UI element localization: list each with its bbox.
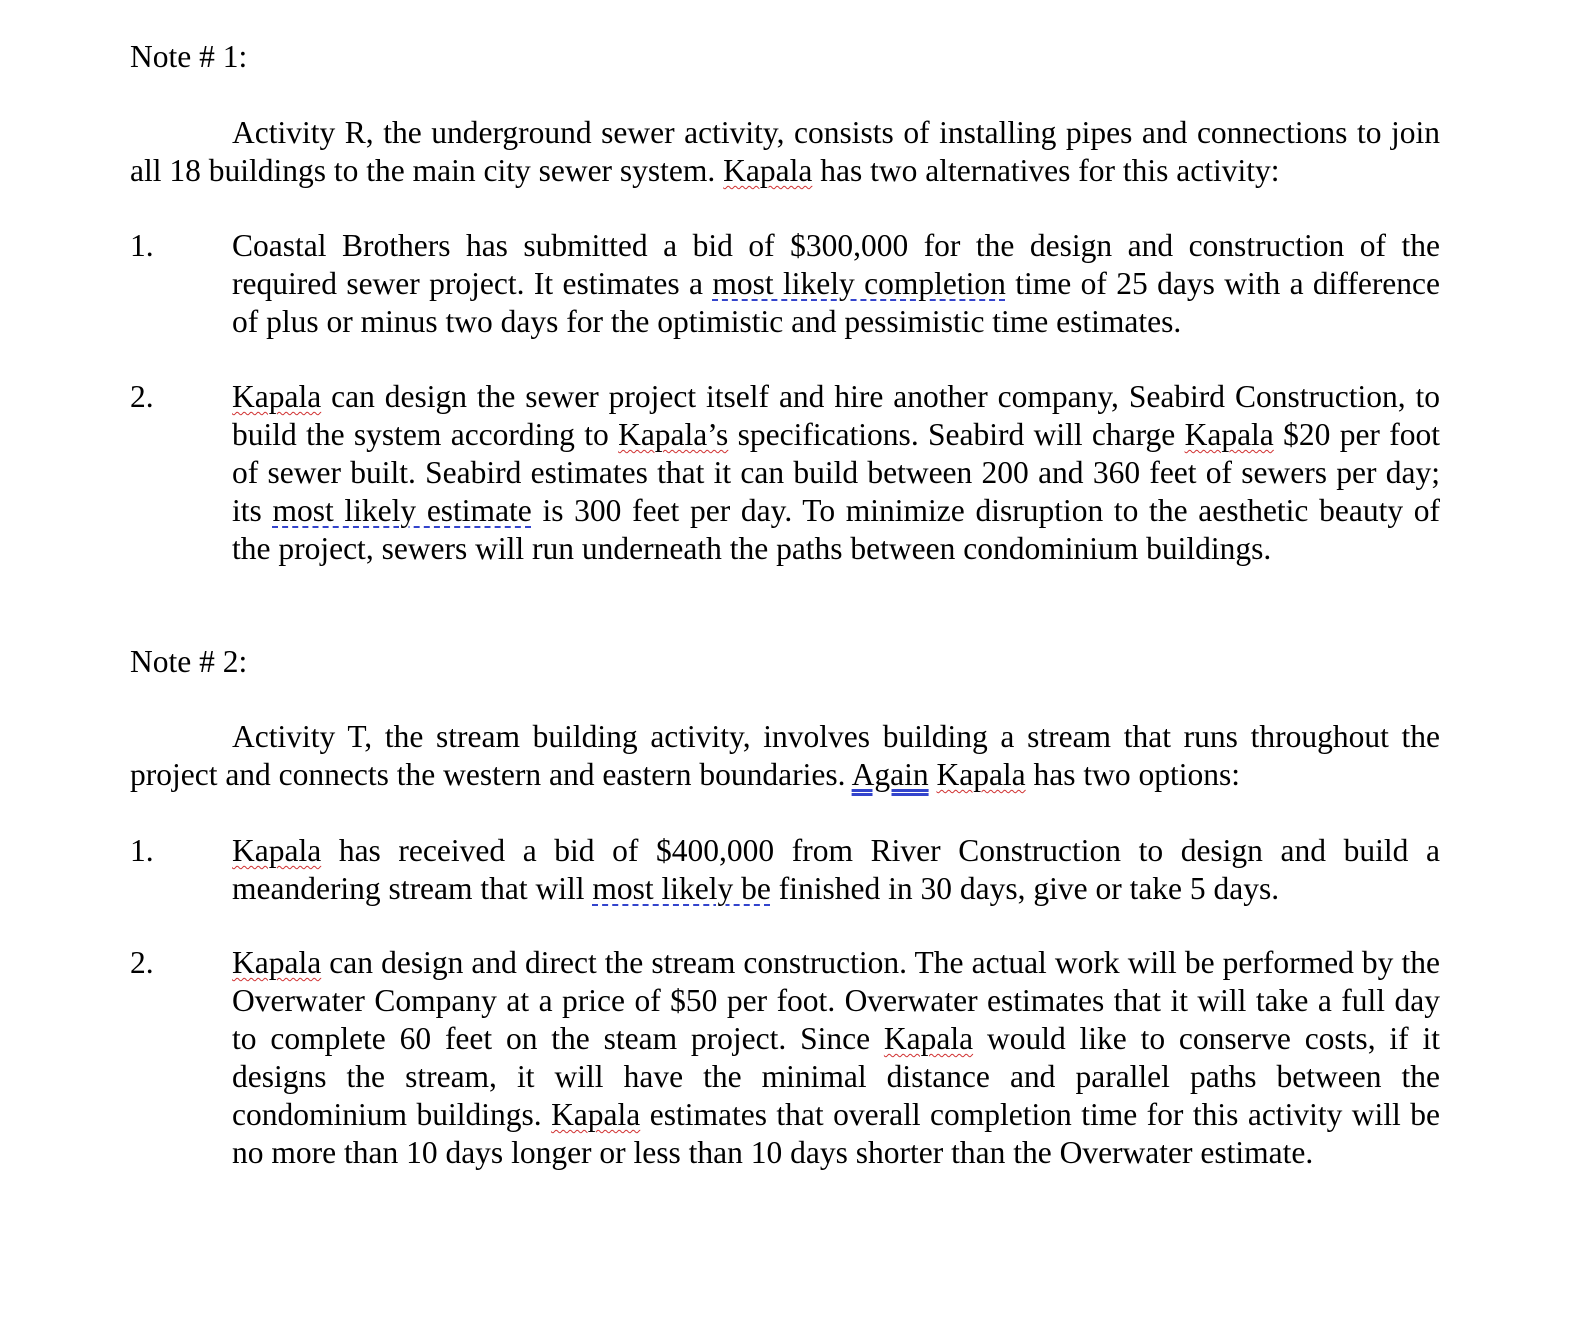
- spell-flagged-word: Kapala: [1184, 417, 1274, 452]
- text-run: time of 25 days with a difference of plus or minus two days for the optimistic and pessimistic time estimates.: [232, 266, 1440, 339]
- spell-flagged-word: Kapala: [936, 757, 1026, 792]
- text-run: Activity R, the underground sewer activity, consists of installing pipes and connections to join all 18 buildings to the main city sewer system.: [130, 115, 1440, 188]
- text-run: can design the sewer project itself and hire another company, Seabird Construction, to build the system according to: [232, 379, 1440, 452]
- note-1-heading: Note # 1:: [130, 39, 248, 74]
- spell-flagged-word: Kapala: [232, 379, 322, 414]
- text-run: estimates that overall completion time for this activity will be no more than 10 days longer or less than 10 days shorter than the Overwater estimate.: [232, 1097, 1440, 1170]
- note-2-item-2-number: 2.: [130, 945, 154, 980]
- note-2-intro: [130, 718, 1440, 794]
- note-1-item-1-text: [232, 227, 1440, 341]
- note-1-intro: [130, 114, 1440, 190]
- spell-flagged-word: Kapala: [551, 1097, 641, 1132]
- text-run: is 300 feet per day. To minimize disruption to the aesthetic beauty of the project, sewers will run underneath the paths between condominium buildings.: [232, 493, 1440, 566]
- grammar-flagged-phrase: most likely estimate: [272, 493, 532, 528]
- text-run: can design and direct the stream construction. The actual work will be performed by the Overwater Company at a price of $50 per foot. Overwater estimates that it will take a full day to complete 60 feet on the steam project. Since: [232, 945, 1440, 1056]
- note-1-item-2-text: [232, 378, 1440, 568]
- grammar-flagged-phrase: most likely completion: [712, 266, 1006, 301]
- note-1-intro-text: [130, 115, 1440, 188]
- text-run: Coastal Brothers has submitted a bid of $300,000 for the design and construction of the required sewer project. It estimates a: [232, 228, 1440, 301]
- spell-flagged-word: Kapala: [232, 945, 322, 980]
- note-2-item-2-text: [232, 944, 1440, 1172]
- grammar-flagged-phrase: most likely be: [592, 871, 771, 906]
- grammar-flagged-phrase: Again: [851, 757, 929, 792]
- note-1-item-1-number: 1.: [130, 228, 154, 263]
- text-run: has two alternatives for this activity:: [812, 153, 1280, 188]
- note-2-intro-text: [130, 719, 1440, 792]
- text-run: specifications. Seabird will charge: [728, 417, 1185, 452]
- spell-flagged-word: Kapala: [723, 153, 813, 188]
- text-run: would like to conserve costs, if it designs the stream, it will have the minimal distance and parallel paths between the condominium buildings.: [232, 1021, 1440, 1132]
- text-run: has two options:: [1025, 757, 1241, 792]
- text-run: has received a bid of $400,000 from River Construction to design and build a meandering stream that will: [232, 833, 1440, 906]
- note-1-item-2-number: 2.: [130, 379, 154, 414]
- note-2-item-1-text: [232, 832, 1440, 908]
- text-run: $20 per foot of sewer built. Seabird estimates that it can build between 200 and 360 feet of sewers per day; its: [232, 417, 1440, 528]
- note-2-item-1-number: 1.: [130, 833, 154, 868]
- spell-flagged-word: Kapala’s: [618, 417, 729, 452]
- note-2-heading: Note # 2:: [130, 644, 248, 679]
- spell-flagged-word: Kapala: [883, 1021, 974, 1056]
- spell-flagged-word: Kapala: [232, 833, 322, 868]
- text-run: Activity T, the stream building activity, involves building a stream that runs throughout the project and connects the western and eastern boundaries.: [130, 719, 1440, 792]
- text-run: finished in 30 days, give or take 5 days.: [770, 871, 1280, 906]
